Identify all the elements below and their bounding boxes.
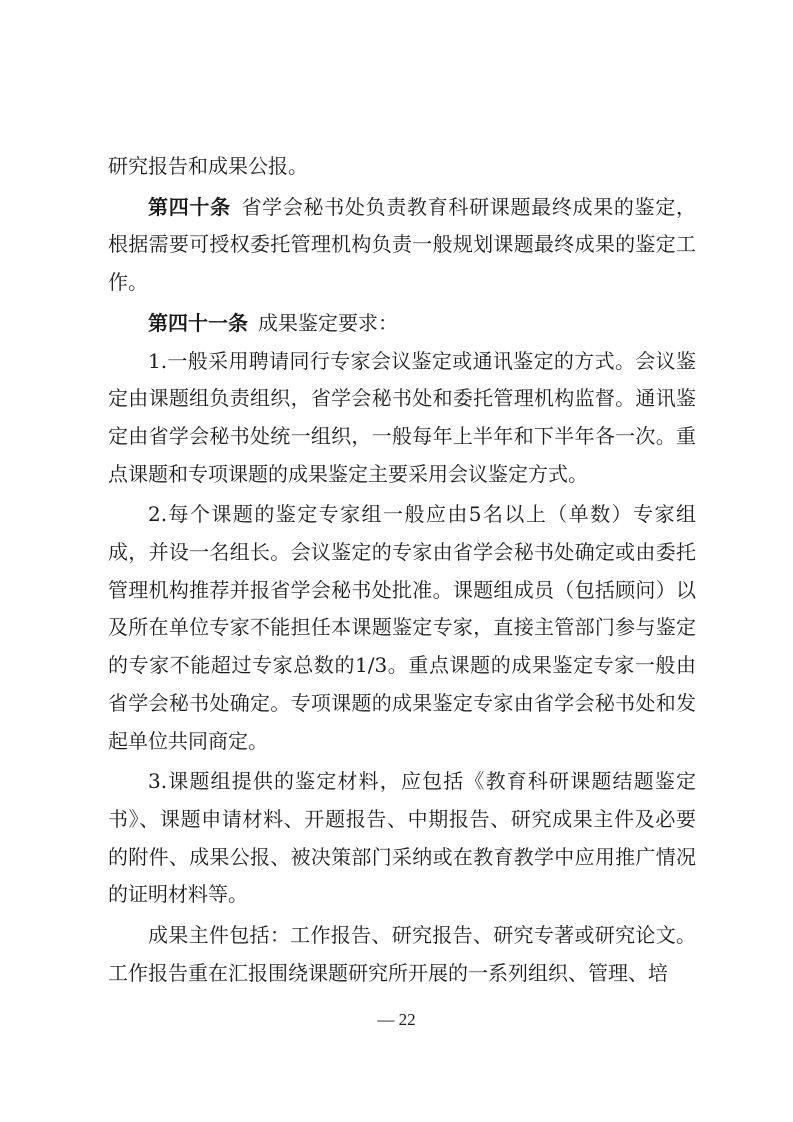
paragraph-text: 省学会秘书处负责教育科研课题最终成果的鉴定，根据需要可授权委托管理机构负责一般规划课题最终成果的鉴定工作。: [108, 194, 697, 295]
requirement-3: [108, 763, 696, 914]
paragraph-text: 成果主件包括：工作报告、研究报告、研究专著或研究论文。工作报告重在汇报围绕课题研究所开展的一系列组织、管理、培: [108, 923, 696, 985]
paragraph-continuation: [108, 148, 696, 186]
article-heading: 第四十条: [148, 194, 231, 219]
body-text: [108, 148, 696, 992]
page-number: — 22: [377, 1010, 416, 1029]
main-results-paragraph: [108, 917, 696, 992]
paragraph-text: 1.一般采用聘请同行专家会议鉴定或通讯鉴定的方式。会议鉴定由课题组负责组织，省学会秘书处和委托管理机构监督。通讯鉴定由省学会秘书处统一组织，一般每年上半年和下半年各一次。重点课题和专项课题的成果鉴定主要采用会议鉴定方式。: [108, 348, 696, 486]
requirement-1: [108, 343, 696, 494]
paragraph-text: 3.课题组提供的鉴定材料，应包括《教育科研课题结题鉴定书》、课题申请材料、开题报告、中期报告、研究成果主件及必要的附件、成果公报、被决策部门采纳或在教育教学中应用推广情况的证明材料等。: [108, 769, 696, 907]
article-40: [108, 189, 696, 302]
paragraph-text: 研究报告和成果公报。: [108, 154, 308, 178]
article-41: [108, 305, 696, 343]
article-heading: 第四十一条: [148, 310, 248, 335]
paragraph-text: 2.每个课题的鉴定专家组一般应由5名以上（单数）专家组成，并设一名组长。会议鉴定的专家由省学会秘书处确定或由委托管理机构推荐并报省学会秘书处批准。课题组成员（包括顾问）以及所在单位专家不能担任本课题鉴定专家，直接主管部门参与鉴定的专家不能超过专家总数的1/3。重点课题的成果鉴定专家一般由省学会秘书处确定。专项课题的成果鉴定专家由省学会秘书处和发起单位共同商定。: [108, 502, 696, 753]
paragraph-text: 成果鉴定要求：: [258, 310, 398, 335]
requirement-2: [108, 496, 696, 760]
